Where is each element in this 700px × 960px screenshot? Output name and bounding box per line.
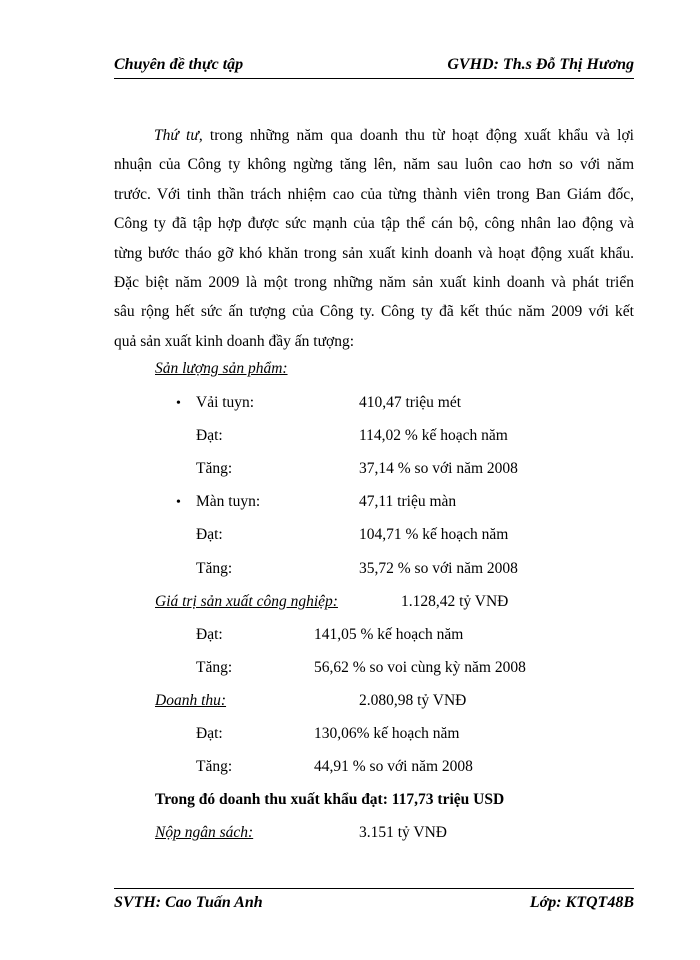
paragraph-line: sâu rộng hết sức ấn tượng của Công ty. Công ty đã kết thúc năm 2009 với kết [114,303,634,321]
industrial-value-title: Giá trị sản xuất công nghiệp: [155,593,338,610]
dat-value: 104,71 % kế hoạch năm [359,526,509,543]
export-revenue-line: Trong đó doanh thu xuất khẩu đạt: 117,73 triệu USD [155,791,505,808]
bullet-icon: • [176,396,181,411]
paragraph-line: trước. Với tinh thần trách nhiệm cao của từng thành viên trong Ban Giám đốc, [114,185,634,203]
budget-title: Nộp ngân sách: [155,824,254,841]
footer-student: SVTH: Cao Tuấn Anh [114,894,263,911]
production-title: Sản lượng sản phẩm: [155,360,288,377]
page-header [114,56,634,79]
tang-label: Tăng: [196,758,233,775]
revenue-value: 2.080,98 tỷ VNĐ [359,692,467,709]
bullet-icon: • [176,495,181,510]
dat-value: 130,06% kế hoạch năm [314,725,460,742]
header-supervisor: GVHD: Th.s Đỗ Thị Hương [447,56,634,73]
product-value: 410,47 triệu mét [359,394,462,411]
footer-class: Lớp: KTQT48B [529,894,634,911]
paragraph-lead: Thứ tư [154,127,199,144]
tang-label: Tăng: [196,659,233,676]
tang-label: Tăng: [196,460,233,477]
tang-value: 35,72 % so với năm 2008 [359,560,518,577]
dat-value: 141,05 % kế hoạch năm [314,626,464,643]
paragraph-line: Đặc biệt năm 2009 là một trong những năm sản xuất kinh doanh và phát triển [114,274,634,292]
export-revenue-label: doanh thu xuất khẩu đạt: [219,791,392,808]
tang-value: 56,62 % so voi cùng kỳ năm 2008 [314,659,526,676]
product-value: 47,11 triệu màn [359,493,457,510]
budget-value: 3.151 tỷ VNĐ [359,824,447,841]
dat-label: Đạt: [196,725,223,742]
header-course-title: Chuyên đề thực tập [114,56,244,73]
tang-value: 44,91 % so với năm 2008 [314,758,473,775]
export-revenue-value: 117,73 triệu USD [391,791,505,808]
paragraph-line: Thứ tư, trong những năm qua doanh thu từ hoạt động xuất khẩu và lợi [154,127,634,144]
dat-label: Đạt: [196,526,223,543]
product-name: Vải tuyn: [196,394,255,411]
tang-label: Tăng: [196,560,233,577]
industrial-value: 1.128,42 tỷ VNĐ [401,593,509,610]
dat-label: Đạt: [196,626,223,643]
paragraph-line: quả sản xuất kinh doanh đầy ấn tượng: [114,332,355,350]
dat-value: 114,02 % kế hoạch năm [359,427,508,444]
dat-label: Đạt: [196,427,223,444]
revenue-title: Doanh thu: [155,692,227,709]
paragraph-line: Công ty đã tập hợp được sức mạnh của tập thể cán bộ, công nhân lao động và [114,215,634,233]
tang-value: 37,14 % so với năm 2008 [359,460,518,477]
page-footer [114,888,634,916]
product-name: Màn tuyn: [196,493,261,510]
paragraph-line: từng bước tháo gỡ khó khăn trong sản xuất kinh doanh và hoạt động xuất khẩu. [114,244,634,262]
body-paragraph [114,121,634,356]
paragraph-line: nhuận của Công ty không ngừng tăng lên, năm sau luôn cao hơn so với năm [114,156,634,174]
